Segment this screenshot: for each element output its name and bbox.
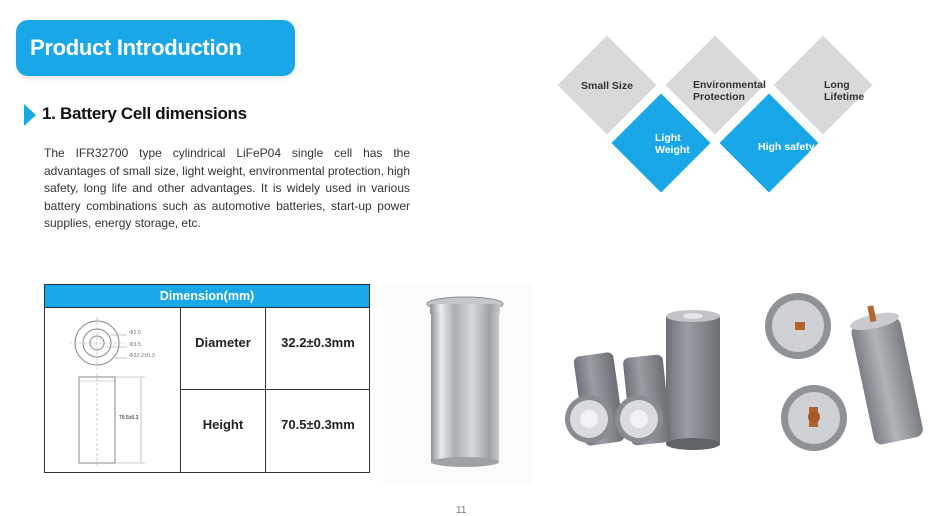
section-arrow-icon [24,104,36,126]
row-diameter-value: 32.2±0.3mm [281,335,355,350]
page-title: Product Introduction [30,35,242,60]
feature-light-weight-label: Light Weight [655,132,690,156]
steel-cell-image [383,284,533,484]
drawing-label-height: 70.5±0.3 [119,415,139,421]
cell-dimension-drawing-icon [49,313,177,469]
title-banner [16,20,295,76]
drawing-label-d1: Φ2.5 [129,330,142,336]
terminal-cells-image [762,290,938,456]
section-heading: 1. Battery Cell dimensions [42,104,247,123]
steel-cell-photo [383,284,533,484]
row-height-label: Height [202,417,244,432]
grey-cells-image [551,286,736,486]
drawing-label-d2: Φ3.5 [129,342,142,348]
feature-small-size-label: Small Size [581,80,633,92]
row-diameter-label: Diameter [195,335,251,350]
feature-environmental-label: Environmental Protection [693,79,766,103]
page-number: 11 [456,505,467,516]
intro-paragraph: The IFR32700 type cylindrical LiFeP04 single cell has the advantages of small size, light weight, environmental protection, high safety, long life and other advantages. It is widely used in various battery combinations such as automotive batteries, start-up power supplies, energy storage, etc. [44,146,410,231]
table-divider [180,389,369,390]
row-height-value: 70.5±0.3mm [281,417,355,432]
grey-cells-photo [551,286,736,486]
drawing-label-d3: Φ32.2±0.3 [129,353,155,359]
terminal-cells-photo [762,290,938,456]
dimension-table-header: Dimension(mm) [45,285,369,308]
cell-drawing [49,313,177,469]
feature-high-safety-label: High safety [758,141,815,153]
dimension-table [44,284,370,473]
feature-long-lifetime-label: Long Lifetime [824,79,865,103]
